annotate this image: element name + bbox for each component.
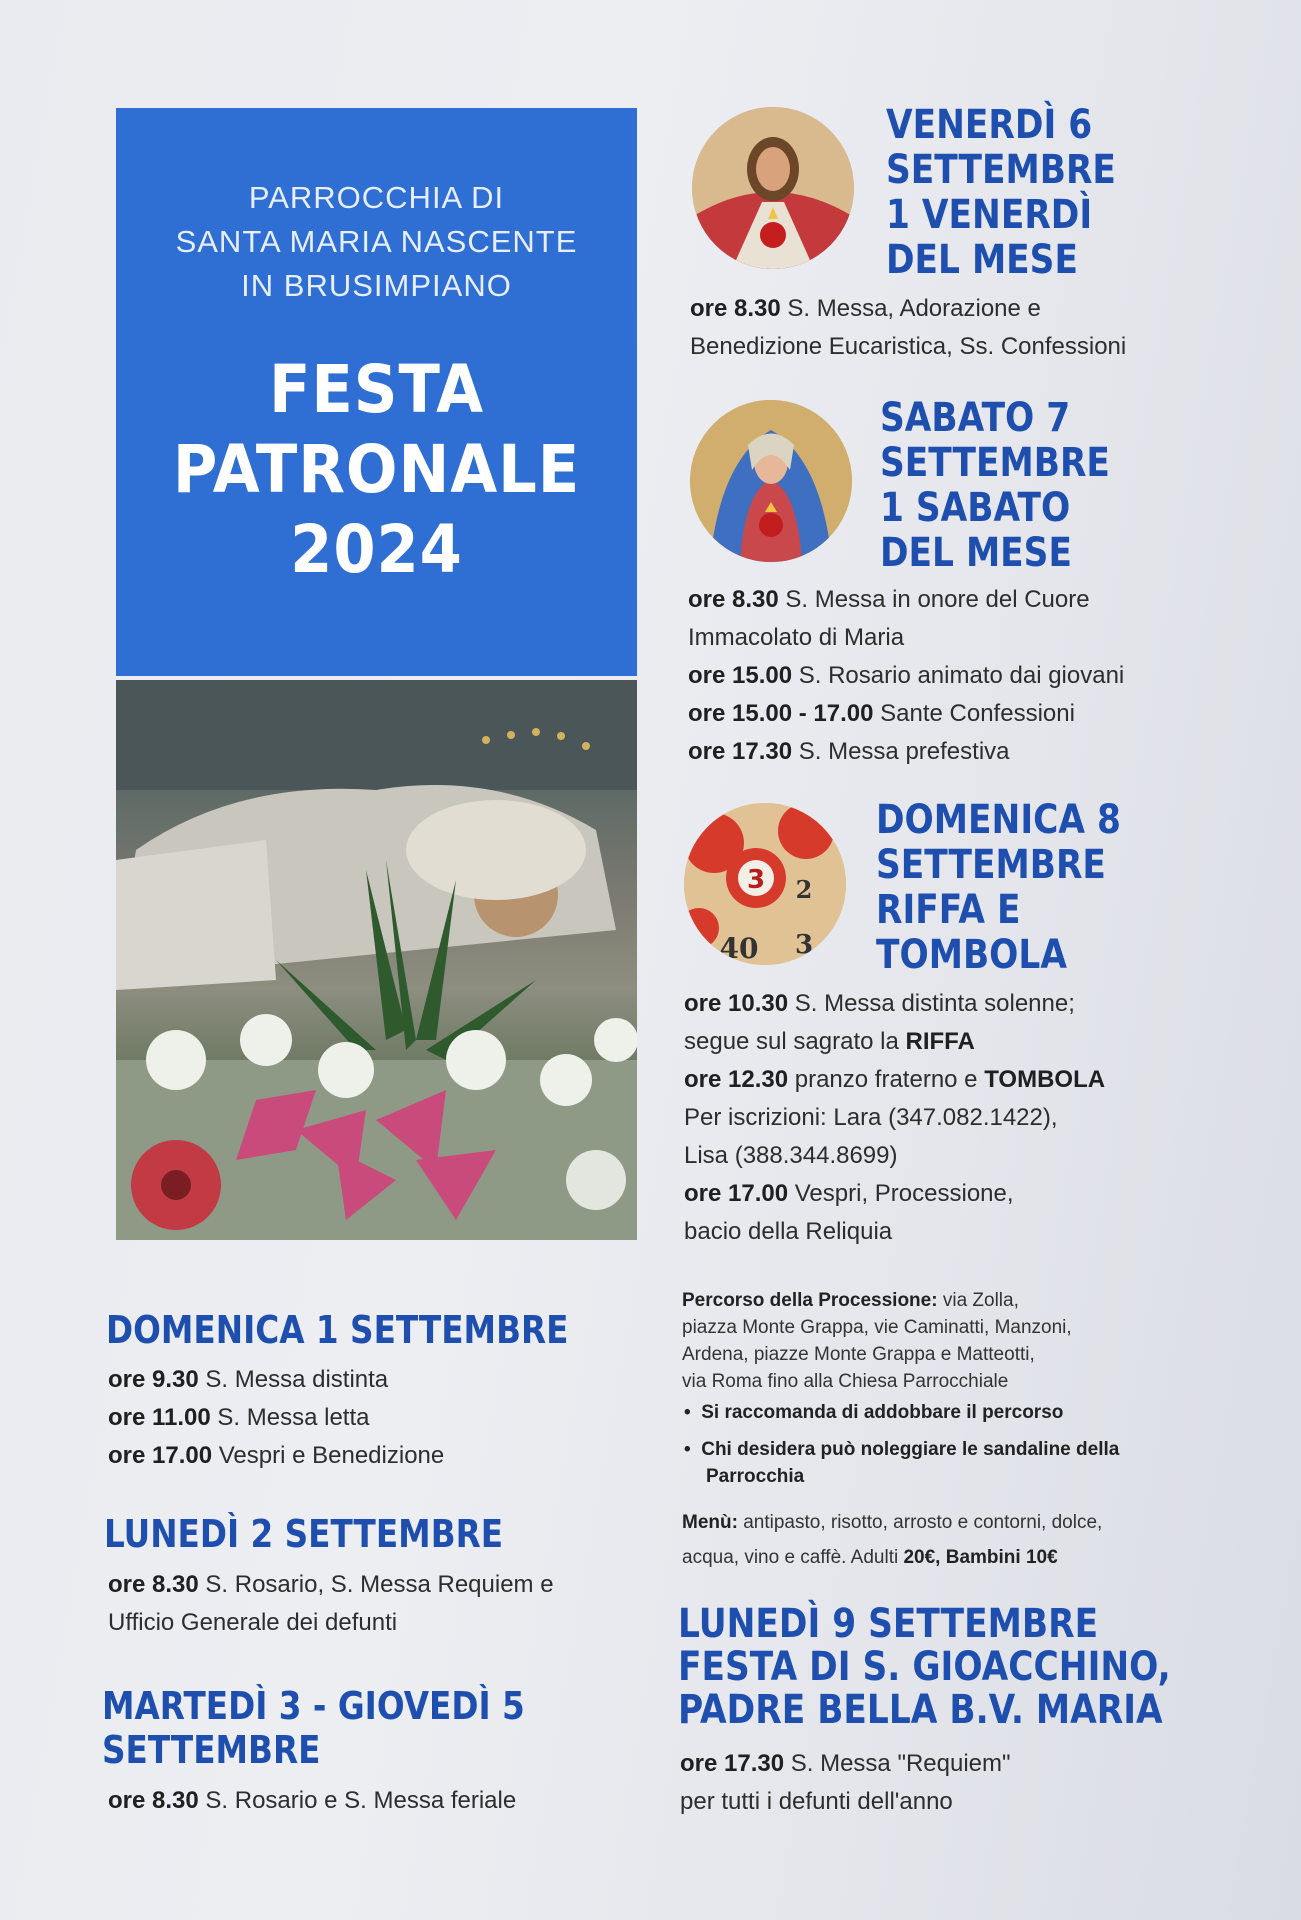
menu-line: Menù: antipasto, risotto, arrosto e contorni, dolce, bbox=[682, 1512, 1103, 1533]
festa-title bbox=[137, 350, 616, 590]
schedule-line: ore 8.30 S. Rosario, S. Messa Requiem e bbox=[108, 1571, 554, 1598]
immaculate-heart-mary-icon bbox=[690, 400, 852, 562]
relic-flowers-photo bbox=[116, 680, 637, 1240]
heading-lunedi-9 bbox=[678, 1603, 1171, 1732]
schedule-line: Lisa (388.344.8699) bbox=[684, 1142, 898, 1169]
schedule-line: ore 17.30 S. Messa "Requiem" bbox=[680, 1750, 1011, 1777]
schedule-line: ore 17.00 Vespri e Benedizione bbox=[108, 1442, 445, 1469]
heading-line: SETTEMBRE bbox=[880, 440, 1110, 486]
schedule-line: Immacolato di Maria bbox=[688, 624, 905, 651]
title-line-2: PATRONALE bbox=[172, 431, 581, 508]
tombola-balls-icon bbox=[684, 803, 846, 965]
bullet-item: • Chi desidera può noleggiare le sandaline della bbox=[684, 1439, 1120, 1460]
schedule-line: ore 17.30 S. Messa prefestiva bbox=[688, 738, 1010, 765]
heading-line: DOMENICA 8 bbox=[876, 797, 1121, 843]
schedule-line: Benedizione Eucaristica, Ss. Confessioni bbox=[690, 333, 1127, 360]
svg-text:2: 2 bbox=[795, 875, 813, 904]
schedule-line: Ufficio Generale dei defunti bbox=[108, 1609, 398, 1636]
parish-line-1: PARROCCHIA DI bbox=[248, 180, 505, 215]
bullet-item-cont: Parrocchia bbox=[706, 1466, 805, 1487]
parish-line-3: IN BRUSIMPIANO bbox=[241, 268, 512, 303]
heading-line: RIFFA E bbox=[876, 887, 1021, 933]
heading-line: 1 VENERDÌ bbox=[886, 192, 1093, 238]
title-line-3: 2024 bbox=[290, 511, 463, 588]
schedule-line: ore 17.00 Vespri, Processione, bbox=[684, 1180, 1014, 1207]
svg-text:3: 3 bbox=[746, 865, 766, 895]
heading-line: PADRE BELLA B.V. MARIA bbox=[678, 1687, 1163, 1733]
svg-text:40: 40 bbox=[719, 932, 759, 965]
heading-line: 1 SABATO bbox=[880, 485, 1071, 531]
procession-route: Percorso della Processione: via Zolla, bbox=[682, 1290, 1019, 1311]
schedule-line: ore 15.00 - 17.00 Sante Confessioni bbox=[688, 700, 1075, 727]
schedule-line: ore 10.30 S. Messa distinta solenne; bbox=[684, 990, 1075, 1017]
heading-line: SETTEMBRE bbox=[102, 1728, 321, 1772]
bullet-item: • Si raccomanda di addobbare il percorso bbox=[684, 1402, 1064, 1423]
schedule-line: ore 12.30 pranzo fraterno e TOMBOLA bbox=[684, 1066, 1106, 1093]
title-line-1: FESTA bbox=[269, 351, 484, 428]
schedule-line: ore 9.30 S. Messa distinta bbox=[108, 1366, 389, 1393]
heading-line: DEL MESE bbox=[886, 237, 1078, 283]
schedule-line: bacio della Reliquia bbox=[684, 1218, 893, 1245]
svg-text:3: 3 bbox=[794, 930, 814, 960]
heading-venerdi-6 bbox=[886, 103, 1116, 283]
schedule-line: per tutti i defunti dell'anno bbox=[680, 1788, 953, 1815]
parish-line-2: SANTA MARIA NASCENTE bbox=[175, 224, 578, 259]
heading-domenica-8 bbox=[876, 798, 1121, 978]
heading-line: LUNEDÌ 9 SETTEMBRE bbox=[678, 1601, 1099, 1647]
heading-line: FESTA DI S. GIOACCHINO, bbox=[678, 1644, 1171, 1690]
menu-line: acqua, vino e caffè. Adulti 20€, Bambini 10€ bbox=[682, 1547, 1058, 1568]
heading-line: SETTEMBRE bbox=[886, 147, 1116, 193]
heading-domenica-1: DOMENICA 1 SETTEMBRE bbox=[106, 1308, 569, 1352]
procession-route: via Roma fino alla Chiesa Parrocchiale bbox=[682, 1371, 1009, 1392]
heading-line: SETTEMBRE bbox=[876, 842, 1106, 888]
schedule-line: Per iscrizioni: Lara (347.082.1422), bbox=[684, 1104, 1058, 1131]
heading-line: TOMBOLA bbox=[876, 932, 1067, 978]
heading-line: SABATO 7 bbox=[880, 395, 1071, 441]
heading-line: MARTEDÌ 3 - GIOVEDÌ 5 bbox=[102, 1684, 525, 1728]
heading-lunedi-2: LUNEDÌ 2 SETTEMBRE bbox=[104, 1512, 504, 1556]
schedule-line: ore 8.30 S. Messa, Adorazione e bbox=[690, 295, 1041, 322]
heading-line: DEL MESE bbox=[880, 530, 1072, 576]
procession-route: Ardena, piazze Monte Grappa e Matteotti, bbox=[682, 1344, 1035, 1365]
schedule-line: segue sul sagrato la RIFFA bbox=[684, 1028, 975, 1055]
title-banner bbox=[116, 108, 637, 676]
heading-line: VENERDÌ 6 bbox=[886, 102, 1093, 148]
schedule-line: ore 11.00 S. Messa letta bbox=[108, 1404, 370, 1431]
schedule-line: ore 15.00 S. Rosario animato dai giovani bbox=[688, 662, 1125, 689]
heading-sabato-7 bbox=[880, 396, 1110, 576]
parish-name bbox=[116, 176, 637, 308]
schedule-line: ore 8.30 S. Messa in onore del Cuore bbox=[688, 586, 1090, 613]
heading-martedi-giovedi bbox=[102, 1684, 525, 1772]
sacred-heart-jesus-icon bbox=[692, 107, 854, 269]
schedule-line: ore 8.30 S. Rosario e S. Messa feriale bbox=[108, 1787, 517, 1814]
procession-route: piazza Monte Grappa, vie Caminatti, Manzoni, bbox=[682, 1317, 1072, 1338]
